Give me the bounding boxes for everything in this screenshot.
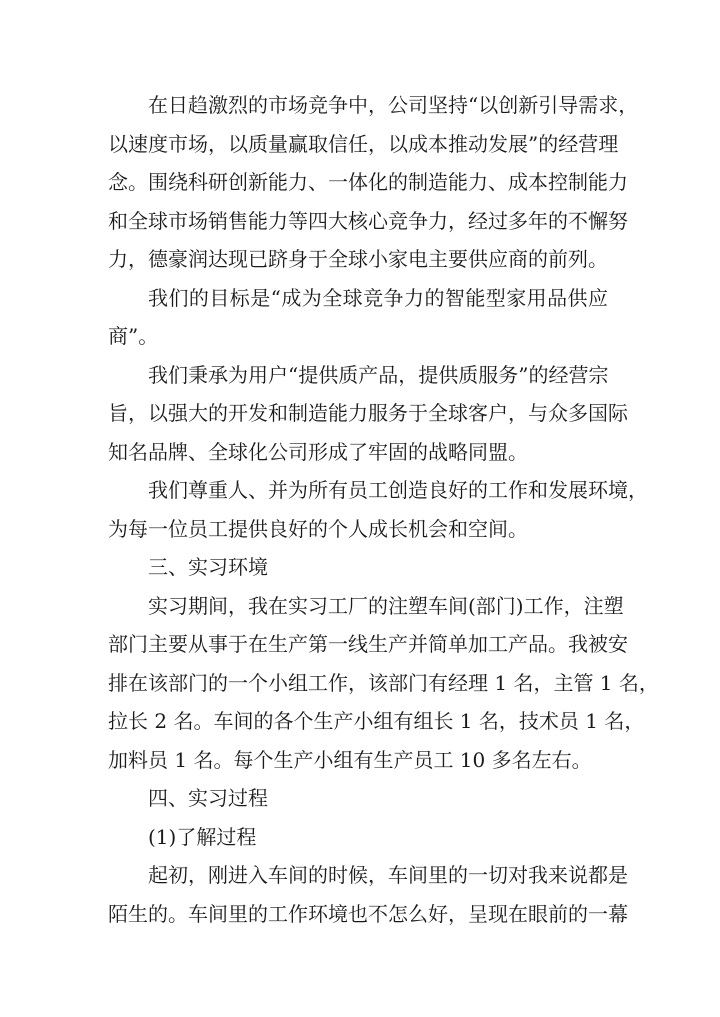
text-line: 为每一位员工提供良好的个人成长机会和空间。 (108, 516, 528, 541)
text-line: 实习期间，我在实习工厂的注塑车间(部门)工作，注塑 (148, 593, 624, 618)
text-line: 旨，以强大的开发和制造能力服务于全球客户，与众多国际 (108, 401, 628, 425)
text-line: 排在该部门的一个小组工作，该部门有经理 1 名，主管 1 名， (108, 670, 659, 695)
body-text (108, 86, 659, 933)
text-line: 和全球市场销售能力等四大核心竞争力，经过多年的不懈努 (108, 208, 628, 233)
text-line: 以速度市场，以质量赢取信任，以成本推动发展”的经营理 (108, 131, 619, 156)
text-line: 陌生的。车间里的工作环境也不怎么好，呈现在眼前的一幕 (108, 901, 628, 926)
text-line: 知名品牌、全球化公司形成了牢固的战略同盟。 (108, 439, 528, 464)
text-line: 三、实习环境 (148, 555, 268, 579)
text-line: (1)了解过程 (148, 824, 257, 849)
text-line: 部门主要从事于在生产第一线生产并简单加工产品。我被安 (108, 632, 628, 656)
text-line: 力，德豪润达现已跻身于全球小家电主要供应商的前列。 (108, 247, 608, 271)
text-line: 我们尊重人、并为所有员工创造良好的工作和发展环境， (148, 478, 648, 502)
text-line: 加料员 1 名。每个生产小组有生产员工 10 多名左右。 (108, 747, 592, 772)
text-line: 四、实习过程 (148, 786, 268, 810)
text-line: 我们秉承为用户“提供质产品，提供质服务”的经营宗 (148, 362, 609, 387)
text-line: 拉长 2 名。车间的各个生产小组有组长 1 名，技术员 1 名， (108, 709, 645, 733)
text-line: 在日趋激烈的市场竞争中，公司坚持“以创新引导需求， (148, 93, 639, 117)
text-line: 我们的目标是“成为全球竞争力的智能型家用品供应 (148, 285, 608, 310)
text-line: 念。围绕科研创新能力、一体化的制造能力、成本控制能力 (108, 170, 628, 194)
text-line: 商”。 (108, 324, 159, 348)
text-line: 起初，刚进入车间的时候，车间里的一切对我来说都是 (148, 863, 628, 887)
